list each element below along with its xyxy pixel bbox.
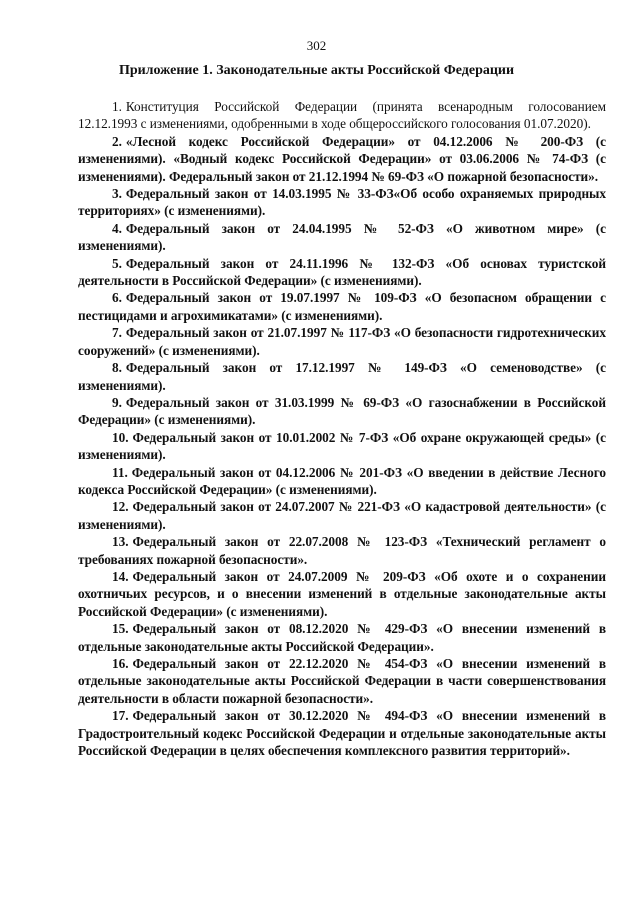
legislation-item (78, 533, 606, 568)
item-number: 4. (112, 220, 122, 236)
item-text: Федеральный закон от 24.07.2009 № 209-ФЗ «Об охоте и о сохранении охотничьих ресурсов, и о внесении изменений в отдельные законодательные акты Российской Федерации» (с изменениями). (78, 568, 606, 619)
item-text: Федеральный закон от 24.11.1996 № 132-ФЗ «Об основах туристской деятельности в Российской Федерации» (с изменениями). (78, 255, 606, 289)
item-text: Федеральный закон от 14.03.1995 № 33-ФЗ«Об особо охраняемых природных территориях» (с изменениями). (78, 186, 606, 219)
item-text: Федеральный закон от 17.12.1997 № 149-ФЗ «О семеноводстве» (с изменениями). (78, 360, 606, 393)
legislation-item (78, 498, 606, 533)
item-text: Федеральный закон от 04.12.2006 № 201-ФЗ «О введении в действие Лесного кодекса Российской Федерации» (с изменениями). (78, 464, 606, 497)
item-number: 2. (112, 133, 122, 149)
item-number: 17. (112, 708, 129, 724)
item-text: Федеральный закон от 31.03.1999 № 69-ФЗ «О газоснабжении в Российской Федерации» (с изменениями). (78, 394, 606, 428)
legislation-item (78, 568, 606, 620)
item-number: 14. (112, 568, 129, 584)
item-text: Федеральный закон от 21.07.1997 № 117-ФЗ «О безопасности гидротехнических сооружений» (с изменениями). (78, 325, 606, 358)
legislation-item (78, 429, 606, 464)
legislation-item (78, 620, 606, 655)
item-number: 8. (112, 360, 122, 376)
item-text: Федеральный закон от 08.12.2020 № 429-ФЗ «О внесении изменений в отдельные законодательные акты Российской Федерации». (78, 621, 606, 654)
item-number: 5. (112, 255, 122, 271)
legislation-item (78, 324, 606, 359)
legislation-item (78, 359, 606, 394)
legislation-item (78, 289, 606, 324)
item-text: Федеральный закон от 30.12.2020 № 494-ФЗ «О внесении изменений в Градостроительный кодекс Российской Федерации и отдельные законодательные акты Российской Федерации в целях обеспечения комплексного развития территорий». (78, 708, 606, 759)
item-number: 9. (112, 394, 122, 410)
legislation-item (78, 185, 606, 220)
item-text: Федеральный закон от 19.07.1997 № 109-ФЗ «О безопасном обращении с пестицидами и агрохимикатами» (с изменениями). (78, 290, 606, 323)
item-text: Конституция Российской Федерации (принята всенародным голосованием 12.12.1993 с изменениями, одобренными в ходе общероссийского голосования 01.07.2020). (78, 99, 606, 132)
legislation-item (78, 133, 606, 185)
item-text: «Лесной кодекс Российской Федерации» от 04.12.2006 № 200-ФЗ (с изменениями). «Водный кодекс Российской Федерации» от 03.06.2006 № 74-ФЗ (с изменениями). Федеральный закон от 21.12.1994 № 69-ФЗ «О пожарной безопасности». (78, 133, 606, 184)
item-text: Федеральный закон от 24.07.2007 № 221-ФЗ «О кадастровой деятельности» (с изменениями). (78, 499, 606, 532)
item-number: 6. (112, 290, 122, 306)
legislation-list (78, 98, 606, 759)
legislation-item (78, 98, 606, 133)
legislation-item (78, 707, 606, 759)
item-text: Федеральный закон от 22.12.2020 № 454-ФЗ «О внесении изменений в отдельные законодательные акты Российской Федерации в части совершенствования деятельности в области пожарной безопасности». (78, 656, 606, 706)
item-number: 1. (112, 99, 122, 114)
item-text: Федеральный закон от 24.04.1995 № 52-ФЗ «О животном мире» (с изменениями). (78, 220, 606, 254)
item-number: 7. (112, 325, 122, 341)
item-text: Федеральный закон от 10.01.2002 № 7-ФЗ «Об охране окружающей среды» (с изменениями). (78, 429, 606, 463)
item-number: 15. (112, 621, 129, 637)
page-number: 302 (306, 38, 327, 53)
appendix-title: Приложение 1. Законодательные акты Российской Федерации (118, 63, 515, 78)
legislation-item (78, 255, 606, 290)
item-number: 13. (112, 534, 129, 550)
item-number: 10. (112, 429, 129, 445)
item-number: 12. (112, 499, 129, 515)
legislation-item (78, 220, 606, 255)
item-text: Федеральный закон от 22.07.2008 № 123-ФЗ «Технический регламент о требованиях пожарной безопасности». (78, 534, 606, 567)
item-number: 11. (112, 464, 128, 480)
item-number: 3. (112, 186, 122, 202)
legislation-item (78, 394, 606, 429)
item-number: 16. (112, 656, 129, 671)
legislation-item (78, 655, 606, 707)
legislation-item (78, 464, 606, 499)
